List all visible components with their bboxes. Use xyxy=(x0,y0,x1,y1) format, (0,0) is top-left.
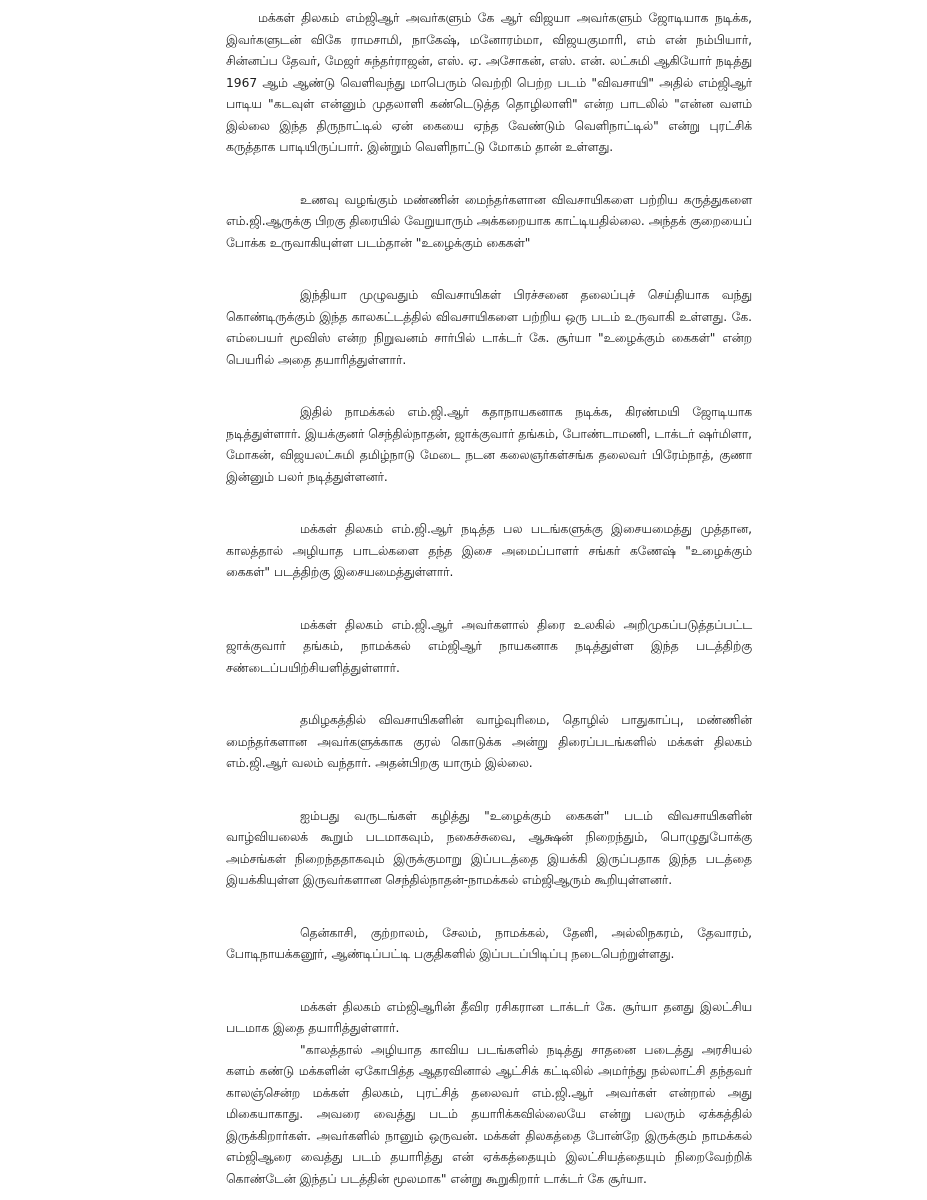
paragraph-producer: மக்கள் திலகம் எம்ஜிஆரின் தீவிர ரசிகரான டாக்டர் கே. சூர்யா தனது இலட்சிய படமாக இதை தயாரித்துள்ளார். xyxy=(226,999,752,1035)
paragraph-stunts: மக்கள் திலகம் எம்.ஜி.ஆர் அவர்களால் திரை உலகில் அறிமுகப்படுத்தப்பட்ட ஜாக்குவார் தங்கம், நாமக்கல் எம்ஜிஆர் நாயகனாக நடித்துள்ள இந்த படத்திற்கு சண்டைப்பயிற்சியளித்துள்ளார். xyxy=(226,617,752,675)
paragraph-vivasayi: மக்கள் திலகம் எம்ஜிஆர் அவர்களும் கே ஆர் விஜயா அவர்களும் ஜோடியாக நடிக்க, இவர்களுடன் விகே ராமசாமி, நாகேஷ், மனோரம்மா, விஜயகுமாரி, எம் என் நம்பியார், சின்னப்ப தேவர், மேஜர் சுந்தர்ராஜன், எஸ். ஏ. அசோகன், எஸ். என். லட்சுமி ஆகியோர் நடித்து 1967 ஆம் ஆண்டு வெளிவந்து மாபெரும் வெற்றி பெற்ற படம் "விவசாயி" அதில் எம்ஜிஆர் பாடிய "கடவுள் என்னும் முதலாளி கண்டெடுத்த தொழிலாளி" என்ற பாடலில் "என்ன வளம் இல்லை இந்த திருநாட்டில் ஏன் கையை ஏந்த வேண்டும் வெளிநாட்டில்" என்று புரட்சிக் கருத்தாக பாடியிருப்பார். இன்றும் வெளிநாட்டு மோகம் தான் உள்ளது. xyxy=(226,11,752,154)
paragraph-production: இந்தியா முழுவதும் விவசாயிகள் பிரச்சனை தலைப்புச் செய்தியாக வந்து கொண்டிருக்கும் இந்த காலகட்டத்தில் விவசாயிகளை பற்றிய ஒரு படம் உருவாகி உள்ளது. கே. எம்பையர் மூவிஸ் என்ற நிறுவனம் சார்பில் டாக்டர் கே. சூர்யா "உழைக்கும் கைகள்" என்ற பெயரில் அதை தயாரித்துள்ளார். xyxy=(226,288,752,367)
paragraph-farmers-theme: உணவு வழங்கும் மண்ணின் மைந்தர்களான விவசாயிகளை பற்றிய கருத்துகளை எம்.ஜி.ஆருக்கு பிறகு திரையில் வேறுயாரும் அக்கறையாக காட்டியதில்லை. அந்தக் குறையைப் போக்க உருவாகியுள்ள படம்தான் "உழைக்கும் கைகள்" xyxy=(226,192,752,250)
paragraph-locations: தென்காசி, குற்றாலம், சேலம், நாமக்கல், தேனி, அல்லிநகரம், தேவாரம், போடிநாயக்கனூர், ஆண்டிப்பட்டி பகுதிகளில் இப்படப்பிடிப்பு நடைபெற்றுள்ளது. xyxy=(226,925,752,961)
paragraph-mgr-legacy: தமிழகத்தில் விவசாயிகளின் வாழ்வுரிமை, தொழில் பாதுகாப்பு, மண்ணின் மைந்தர்களான அவர்களுக்காக குரல் கொடுக்க அன்று திரைப்படங்களில் மக்கள் திலகம் எம்.ஜி.ஆர் வலம் வந்தார். அதன்பிறகு யாரும் இல்லை. xyxy=(226,713,752,770)
paragraph-cast: இதில் நாமக்கல் எம்.ஜி.ஆர் கதாநாயகனாக நடிக்க, கிரண்மயி ஜோடியாக நடித்துள்ளார். இயக்குனர் செந்தில்நாதன், ஜாக்குவார் தங்கம், போண்டாமணி, டாக்டர் ஷர்மிளா, மோகன், விஜயலட்சுமி தமிழ்நாடு மேடை நடன கலைஞர்கள்சங்க தலைவர் பிரேம்நாத், குணா இன்னும் பலர் நடித்துள்ளனர். xyxy=(226,405,752,484)
paragraph-producer-quote: "காலத்தால் அழியாத காவிய படங்களில் நடித்து சாதனை படைத்து அரசியல் களம் கண்டு மக்களின் ஏகோபித்த ஆதரவினால் ஆட்சிக் கட்டிலில் அமர்ந்து நல்லாட்சி தந்தவர் காலஞ்சென்ற மக்கள் திலகம், புரட்சித் தலைவர் எம்.ஜி.ஆர் அவர்கள் என்றால் அது மிகையாகாது. அவரை வைத்து படம் தயாரிக்கவில்லையே என்று பலரும் ஏக்கத்தில் இருக்கிறார்கள். அவர்களில் நானும் ஒருவன். மக்கள் திலகத்தை போன்றே இருக்கும் நாமக்கல் எம்ஜிஆரை வைத்து படம் தயாரித்து என் ஏக்கத்தையும் இலட்சியத்தையும் நிறைவேற்றிக் கொண்டேன் இந்தப் படத்தின் மூலமாக" என்று கூறுகிறார் டாக்டர் கே சூர்யா. xyxy=(226,1042,752,1186)
paragraph-music: மக்கள் திலகம் எம்.ஜி.ஆர் நடித்த பல படங்களுக்கு இசையமைத்து முத்தான, காலத்தால் அழியாத பாடல்களை தந்த இசை அமைப்பாளர் சங்கர் கணேஷ் "உழைக்கும் கைகள்" படத்திற்கு இசையமைத்துள்ளார். xyxy=(226,522,752,579)
paragraph-directors: ஐம்பது வருடங்கள் கழித்து "உழைக்கும் கைகள்" படம் விவசாயிகளின் வாழ்வியலைக் கூறும் படமாகவும், நகைச்சுவை, ஆக்ஷன் நிறைந்தும், பொழுதுபோக்கு அம்சங்கள் நிறைந்ததாகவும் இருக்குமாறு இப்படத்தை இயக்கி இருப்பதாக இந்த படத்தை இயக்கியுள்ள இருவர்களான செந்தில்நாதன்-நாமக்கல் எம்ஜிஆரும் கூறியுள்ளனர். xyxy=(226,808,752,887)
